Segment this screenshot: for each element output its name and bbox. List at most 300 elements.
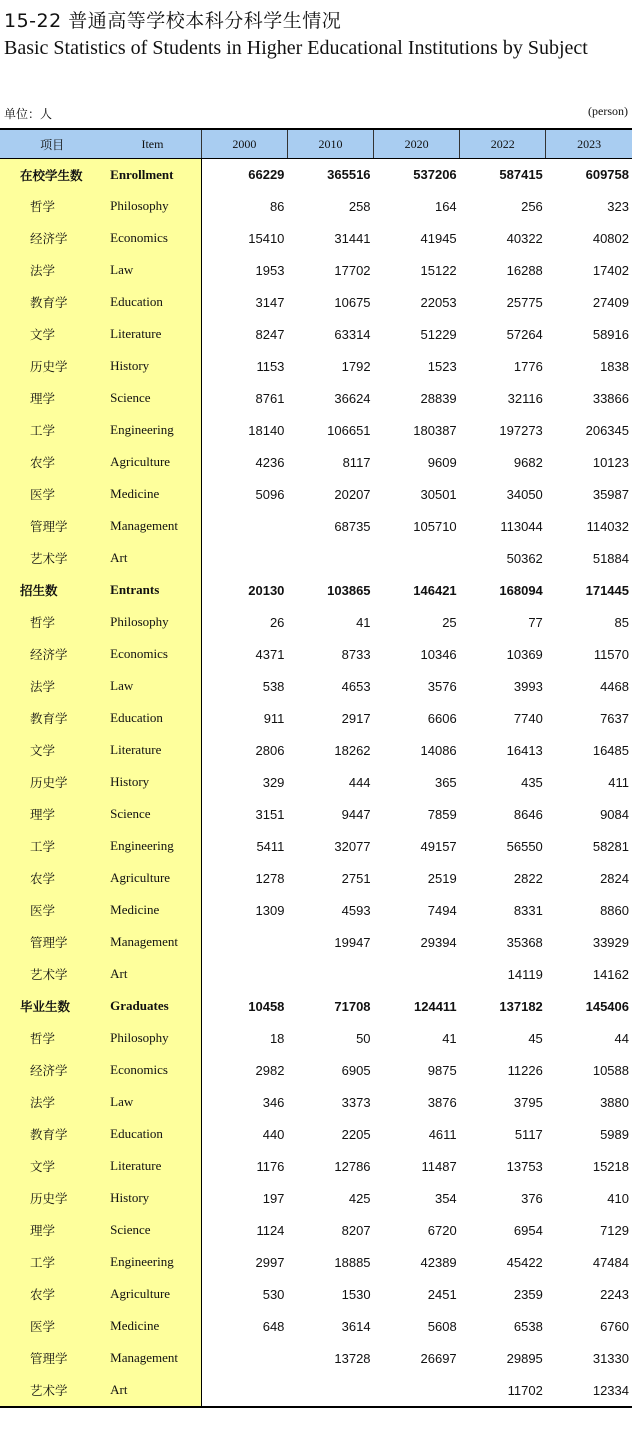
value-cell: 206345	[585, 422, 629, 438]
value-cell: 50362	[506, 550, 543, 566]
row-label-en: Law	[104, 1086, 201, 1118]
row-label-cn: 管理学	[0, 510, 104, 542]
value-cell	[201, 510, 287, 542]
table-row	[0, 702, 632, 734]
value-cell: 5117	[514, 1126, 543, 1142]
value-cell: 86	[269, 198, 285, 214]
value-cell: 2806	[255, 742, 285, 758]
value-cell	[374, 958, 460, 990]
value-cell: 1153	[256, 358, 285, 374]
table-group-row	[0, 574, 632, 606]
value-cell: 11702	[460, 1374, 546, 1407]
table-row	[0, 1086, 632, 1118]
value-cell: 6720	[427, 1222, 457, 1238]
value-cell: 30501	[420, 486, 457, 502]
value-cell: 10588	[592, 1062, 629, 1078]
value-cell: 10675	[334, 294, 371, 310]
value-cell: 124411	[414, 998, 457, 1014]
row-label-cn: 理学	[0, 382, 104, 414]
value-cell: 1838	[600, 358, 629, 374]
value-cell: 1530	[341, 1286, 371, 1302]
value-cell: 20207	[334, 486, 371, 502]
value-cell: 114032	[586, 518, 629, 534]
value-cell: 1278	[255, 870, 285, 886]
value-cell	[287, 1374, 373, 1407]
table-row	[0, 1118, 632, 1150]
table-row	[0, 830, 632, 862]
value-cell: 648	[262, 1318, 285, 1334]
value-cell	[201, 1342, 287, 1374]
value-cell: 537206	[413, 167, 457, 182]
value-cell: 18	[269, 1030, 285, 1046]
row-label-cn: 管理学	[0, 926, 104, 958]
value-cell: 2519	[427, 870, 457, 886]
value-cell: 51884	[592, 550, 629, 566]
table-row	[0, 318, 632, 350]
value-cell: 18262	[334, 742, 371, 758]
value-cell: 41945	[420, 230, 457, 246]
table-row	[0, 766, 632, 798]
value-cell: 11226	[507, 1062, 543, 1078]
row-label-cn: 教育学	[0, 1118, 104, 1150]
table-row	[0, 958, 632, 990]
table-row	[0, 1150, 632, 1182]
table-row	[0, 1246, 632, 1278]
value-cell: 9084	[600, 806, 629, 822]
value-cell: 5608	[427, 1318, 457, 1334]
value-cell: 4468	[600, 678, 629, 694]
row-label-cn: 法学	[0, 254, 104, 286]
row-label-en: Philosophy	[104, 190, 201, 222]
row-label-cn: 历史学	[0, 766, 104, 798]
row-label-cn: 医学	[0, 478, 104, 510]
row-label-en: Medicine	[104, 894, 201, 926]
row-label-en: Agriculture	[104, 446, 201, 478]
value-cell: 17402	[592, 262, 629, 278]
header-year: 2000	[201, 129, 287, 159]
value-cell: 5989	[600, 1126, 629, 1142]
value-cell: 68735	[334, 518, 371, 534]
value-cell: 435	[521, 774, 543, 790]
value-cell: 538	[262, 678, 285, 694]
value-cell: 47484	[592, 1254, 629, 1270]
value-cell: 28839	[420, 390, 457, 406]
table-row	[0, 638, 632, 670]
row-label-cn: 历史学	[0, 1182, 104, 1214]
value-cell: 9609	[427, 454, 457, 470]
row-label-en: Education	[104, 702, 201, 734]
value-cell: 4371	[255, 646, 285, 662]
row-label-en: Education	[104, 1118, 201, 1150]
value-cell: 40802	[592, 230, 629, 246]
value-cell: 31330	[592, 1350, 629, 1366]
value-cell: 20130	[248, 582, 285, 598]
row-label-en: Science	[104, 382, 201, 414]
table-row	[0, 446, 632, 478]
value-cell: 71708	[334, 998, 371, 1014]
value-cell: 376	[521, 1190, 543, 1206]
row-label-en: Art	[104, 958, 201, 990]
table-row	[0, 254, 632, 286]
value-cell: 33929	[592, 934, 629, 950]
value-cell: 14162	[592, 966, 629, 982]
row-label-en: Economics	[104, 1054, 201, 1086]
value-cell: 29895	[506, 1350, 543, 1366]
value-cell: 3795	[513, 1094, 543, 1110]
value-cell: 42389	[420, 1254, 457, 1270]
value-cell: 18885	[334, 1254, 371, 1270]
row-label-cn: 医学	[0, 1310, 104, 1342]
header-item-en: Item	[104, 129, 201, 159]
value-cell: 51229	[420, 326, 457, 342]
value-cell: 45422	[506, 1254, 543, 1270]
row-label-cn: 文学	[0, 318, 104, 350]
value-cell: 11570	[593, 646, 629, 662]
value-cell: 444	[348, 774, 371, 790]
value-cell: 1953	[255, 262, 285, 278]
table-group-row	[0, 990, 632, 1022]
page-title-en: Basic Statistics of Students in Higher Educational Institutions by Subject	[4, 37, 588, 59]
table-row	[0, 382, 632, 414]
value-cell: 7494	[427, 902, 457, 918]
row-label-en: Medicine	[104, 1310, 201, 1342]
value-cell: 66229	[248, 167, 285, 182]
value-cell: 34050	[506, 486, 543, 502]
value-cell: 9682	[513, 454, 543, 470]
value-cell: 2359	[513, 1286, 543, 1302]
value-cell: 7740	[513, 710, 543, 726]
table-row	[0, 414, 632, 446]
value-cell: 3876	[427, 1094, 457, 1110]
value-cell: 13753	[506, 1158, 543, 1174]
value-cell: 145406	[585, 998, 629, 1014]
value-cell: 5411	[256, 838, 285, 854]
value-cell: 12334	[546, 1374, 632, 1407]
value-cell: 3373	[341, 1094, 371, 1110]
row-label-cn: 文学	[0, 1150, 104, 1182]
value-cell: 5096	[255, 486, 285, 502]
row-label-cn: 招生数	[0, 574, 104, 606]
row-label-en: History	[104, 350, 201, 382]
value-cell: 10346	[420, 646, 457, 662]
value-cell: 16485	[592, 742, 629, 758]
value-cell: 56550	[506, 838, 543, 854]
value-cell: 2997	[255, 1254, 285, 1270]
value-cell: 85	[614, 614, 629, 630]
value-cell: 25	[442, 614, 457, 630]
table-group-row	[0, 159, 632, 191]
row-label-en: Science	[104, 798, 201, 830]
value-cell: 440	[262, 1126, 285, 1142]
value-cell: 1776	[513, 358, 543, 374]
table-row	[0, 1022, 632, 1054]
value-cell: 3614	[341, 1318, 371, 1334]
value-cell: 1124	[256, 1222, 285, 1238]
value-cell	[374, 542, 460, 574]
row-label-en: Medicine	[104, 478, 201, 510]
value-cell	[287, 958, 373, 990]
value-cell: 58281	[592, 838, 629, 854]
row-label-en: Engineering	[104, 1246, 201, 1278]
value-cell: 41	[442, 1030, 457, 1046]
row-label-cn: 艺术学	[0, 1374, 104, 1407]
row-label-en: Philosophy	[104, 1022, 201, 1054]
value-cell: 7129	[600, 1222, 629, 1238]
value-cell: 609758	[585, 167, 629, 182]
value-cell: 2822	[513, 870, 543, 886]
table-row	[0, 734, 632, 766]
value-cell: 2751	[341, 870, 371, 886]
value-cell: 180387	[413, 422, 457, 438]
value-cell: 35368	[506, 934, 543, 950]
value-cell: 12786	[334, 1158, 371, 1174]
row-label-en: Management	[104, 926, 201, 958]
row-label-en: Literature	[104, 318, 201, 350]
row-label-en: Law	[104, 670, 201, 702]
table-row	[0, 510, 632, 542]
value-cell: 27409	[592, 294, 629, 310]
row-label-cn: 农学	[0, 446, 104, 478]
row-label-en: History	[104, 1182, 201, 1214]
value-cell: 2205	[341, 1126, 371, 1142]
value-cell: 164	[434, 198, 457, 214]
value-cell: 15218	[592, 1158, 629, 1174]
value-cell: 2824	[600, 870, 629, 886]
value-cell: 18140	[248, 422, 285, 438]
row-label-cn: 农学	[0, 862, 104, 894]
row-label-cn: 法学	[0, 670, 104, 702]
row-label-cn: 毕业生数	[0, 990, 104, 1022]
row-label-en: Art	[104, 1374, 201, 1407]
value-cell: 40322	[506, 230, 543, 246]
value-cell: 168094	[499, 582, 543, 598]
row-label-en: Agriculture	[104, 862, 201, 894]
row-label-en: Economics	[104, 638, 201, 670]
value-cell: 2243	[600, 1286, 629, 1302]
header-year: 2023	[546, 129, 632, 159]
row-label-en: Graduates	[104, 990, 201, 1022]
value-cell: 7637	[600, 710, 629, 726]
statistics-table	[0, 128, 632, 1408]
value-cell: 106651	[327, 422, 371, 438]
value-cell: 137182	[499, 998, 543, 1014]
header-year: 2022	[460, 129, 546, 159]
value-cell: 6954	[513, 1222, 543, 1238]
value-cell: 113044	[500, 518, 543, 534]
row-label-en: Law	[104, 254, 201, 286]
value-cell: 354	[434, 1190, 457, 1206]
value-cell: 365	[434, 774, 457, 790]
table-row	[0, 478, 632, 510]
value-cell: 36624	[334, 390, 371, 406]
value-cell: 15122	[420, 262, 457, 278]
value-cell: 14086	[420, 742, 457, 758]
row-label-cn: 工学	[0, 830, 104, 862]
row-label-cn: 经济学	[0, 1054, 104, 1086]
row-label-en: Literature	[104, 1150, 201, 1182]
value-cell: 9447	[341, 806, 371, 822]
table-row	[0, 286, 632, 318]
row-label-en: Entrants	[104, 574, 201, 606]
row-label-cn: 历史学	[0, 350, 104, 382]
value-cell: 57264	[506, 326, 543, 342]
value-cell: 4593	[341, 902, 371, 918]
value-cell: 45	[528, 1030, 543, 1046]
table-row	[0, 926, 632, 958]
value-cell: 197273	[499, 422, 543, 438]
row-label-en: Science	[104, 1214, 201, 1246]
value-cell: 50	[356, 1030, 371, 1046]
value-cell: 35987	[592, 486, 629, 502]
row-label-cn: 经济学	[0, 638, 104, 670]
value-cell: 1792	[341, 358, 371, 374]
value-cell: 3880	[600, 1094, 629, 1110]
value-cell: 9875	[427, 1062, 457, 1078]
value-cell: 3147	[255, 294, 285, 310]
value-cell: 256	[521, 198, 543, 214]
value-cell: 41	[356, 614, 371, 630]
row-label-cn: 法学	[0, 1086, 104, 1118]
row-label-cn: 在校学生数	[0, 159, 104, 191]
value-cell: 26697	[420, 1350, 457, 1366]
value-cell: 2917	[341, 710, 371, 726]
value-cell: 146421	[413, 582, 457, 598]
value-cell: 103865	[327, 582, 371, 598]
value-cell: 3576	[427, 678, 457, 694]
row-label-cn: 医学	[0, 894, 104, 926]
row-label-cn: 文学	[0, 734, 104, 766]
value-cell: 3993	[513, 678, 543, 694]
value-cell: 16413	[506, 742, 543, 758]
row-label-cn: 哲学	[0, 190, 104, 222]
value-cell: 171445	[585, 582, 629, 598]
row-label-en: Economics	[104, 222, 201, 254]
value-cell: 58916	[592, 326, 629, 342]
row-label-en: Philosophy	[104, 606, 201, 638]
page-title-cn: 15-22 普通高等学校本科分科学生情况	[4, 10, 342, 32]
value-cell: 105710	[413, 518, 457, 534]
value-cell: 22053	[420, 294, 457, 310]
header-item-cn: 项目	[0, 129, 104, 159]
value-cell: 77	[528, 614, 543, 630]
value-cell: 63314	[334, 326, 371, 342]
value-cell: 10123	[592, 454, 629, 470]
value-cell: 425	[348, 1190, 371, 1206]
row-label-en: Management	[104, 510, 201, 542]
table-row	[0, 862, 632, 894]
row-label-cn: 工学	[0, 1246, 104, 1278]
row-label-en: Literature	[104, 734, 201, 766]
value-cell: 4611	[428, 1126, 457, 1142]
value-cell: 1176	[256, 1158, 285, 1174]
value-cell: 2451	[427, 1286, 457, 1302]
row-label-cn: 哲学	[0, 606, 104, 638]
table-body	[0, 159, 632, 1408]
row-label-en: Agriculture	[104, 1278, 201, 1310]
table-row	[0, 798, 632, 830]
table-row	[0, 1374, 632, 1407]
table-row	[0, 350, 632, 382]
row-label-cn: 理学	[0, 798, 104, 830]
value-cell	[201, 542, 287, 574]
value-cell: 10369	[506, 646, 543, 662]
value-cell: 1309	[255, 902, 285, 918]
value-cell: 14119	[507, 966, 543, 982]
value-cell: 10458	[248, 998, 285, 1014]
row-label-cn: 哲学	[0, 1022, 104, 1054]
row-label-cn: 经济学	[0, 222, 104, 254]
value-cell: 587415	[499, 167, 543, 182]
value-cell	[201, 958, 287, 990]
value-cell: 4653	[341, 678, 371, 694]
value-cell: 6905	[341, 1062, 371, 1078]
value-cell: 2982	[255, 1062, 285, 1078]
value-cell: 6538	[513, 1318, 543, 1334]
row-label-cn: 教育学	[0, 286, 104, 318]
table-row	[0, 1310, 632, 1342]
value-cell: 15410	[248, 230, 285, 246]
value-cell: 8247	[255, 326, 285, 342]
value-cell: 11487	[421, 1158, 457, 1174]
value-cell: 323	[607, 198, 629, 214]
value-cell: 44	[614, 1030, 629, 1046]
table-row	[0, 1278, 632, 1310]
value-cell: 26	[269, 614, 285, 630]
value-cell: 8117	[342, 454, 371, 470]
table-row	[0, 222, 632, 254]
value-cell: 410	[607, 1190, 629, 1206]
value-cell: 530	[262, 1286, 285, 1302]
row-label-cn: 管理学	[0, 1342, 104, 1374]
row-label-cn: 艺术学	[0, 542, 104, 574]
row-label-en: History	[104, 766, 201, 798]
value-cell: 6606	[427, 710, 457, 726]
table-row	[0, 1342, 632, 1374]
value-cell: 911	[263, 710, 285, 726]
value-cell: 365516	[327, 167, 371, 182]
value-cell: 3151	[255, 806, 285, 822]
value-cell: 1523	[427, 358, 457, 374]
value-cell	[201, 926, 287, 958]
value-cell: 197	[262, 1190, 285, 1206]
row-label-cn: 理学	[0, 1214, 104, 1246]
table-row	[0, 190, 632, 222]
row-label-en: Engineering	[104, 830, 201, 862]
value-cell: 49157	[420, 838, 457, 854]
value-cell: 25775	[506, 294, 543, 310]
value-cell: 29394	[420, 934, 457, 950]
header-year: 2010	[287, 129, 373, 159]
value-cell: 8733	[341, 646, 371, 662]
value-cell: 32116	[507, 390, 543, 406]
table-row	[0, 542, 632, 574]
value-cell: 32077	[334, 838, 371, 854]
unit-label-en: (person)	[588, 104, 628, 118]
value-cell: 8331	[513, 902, 543, 918]
value-cell: 7859	[427, 806, 457, 822]
row-label-en: Engineering	[104, 414, 201, 446]
value-cell: 8207	[341, 1222, 371, 1238]
value-cell	[374, 1374, 460, 1407]
value-cell	[201, 1374, 287, 1407]
header-year: 2020	[374, 129, 460, 159]
table-row	[0, 1214, 632, 1246]
value-cell: 13728	[334, 1350, 371, 1366]
row-label-cn: 教育学	[0, 702, 104, 734]
value-cell: 6760	[600, 1318, 629, 1334]
row-label-en: Education	[104, 286, 201, 318]
row-label-cn: 艺术学	[0, 958, 104, 990]
